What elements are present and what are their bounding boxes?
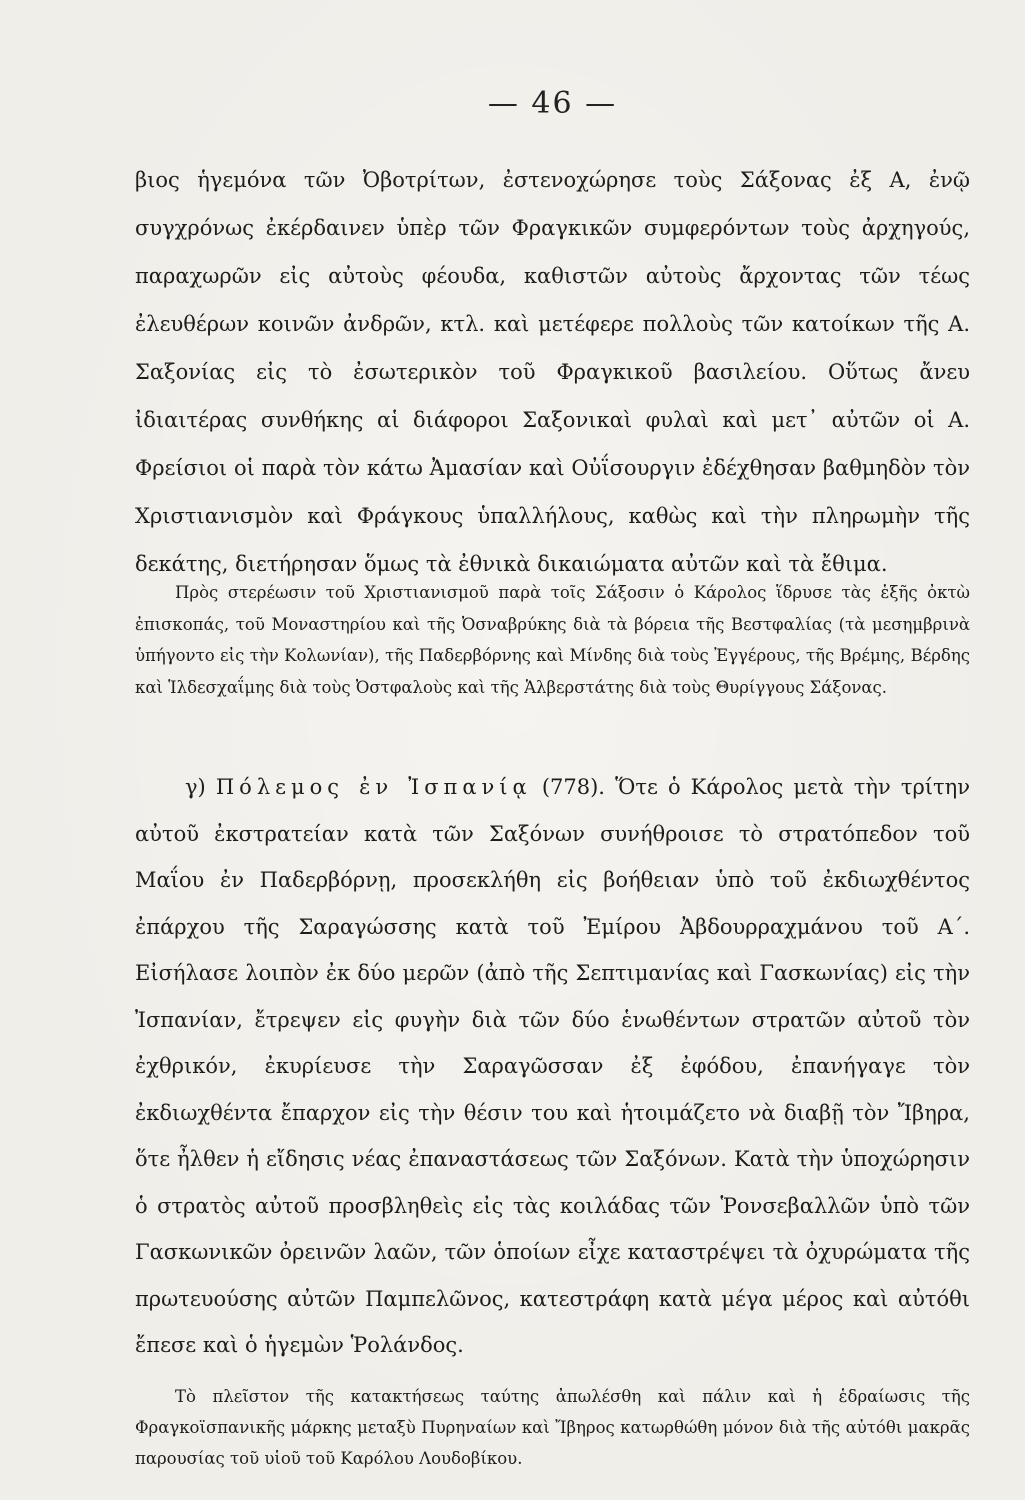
page-number: — 46 — bbox=[487, 86, 618, 121]
section-text: Ὅτε ὁ Κάρολος μετὰ τὴν τρίτην αὐτοῦ ἐκστρατείαν κατὰ τῶν Σαξόνων συνήθροισε τὸ στρατόπεδον τοῦ Μαΐου ἐν Παδερβόρνῃ, προσεκλήθη εἰς βοήθειαν ὑπὸ τοῦ ἐκδιωχθέντος ἐπάρχου τῆς Σαραγώσσης κατὰ τοῦ Ἐμίρου Ἀβδουρραχμάνου τοῦ Α΄. Εἰσήλασε λοιπὸν ἐκ δύο μερῶν (ἀπὸ τῆς Σεπτιμανίας καὶ Γασκωνίας) εἰς τὴν Ἰσπανίαν, ἔτρεψεν εἰς φυγὴν διὰ τῶν δύο ἑνωθέντων στρατῶν αὐτοῦ τὸν ἐχθρικόν, ἐκυρίευσε τὴν Σαραγῶσσαν ἐξ ἐφόδου, ἐπανήγαγε τὸν ἐκδιωχθέντα ἔπαρχον εἰς τὴν θέσιν του καὶ ἡτοιμάζετο νὰ διαβῇ τὸν Ἴβηρα, ὅτε ἦλθεν ἡ εἴδησις νέας ἐπαναστάσεως τῶν Σαξόνων. Κατὰ τὴν ὑποχώρησιν ὁ στρατὸς αὐτοῦ προσβληθεὶς εἰς τὰς κοιλάδας τῶν Ῥονσεβαλλῶν ὑπὸ τῶν Γασκωνικῶν ὀρεινῶν λαῶν, τῶν ὁποίων εἶχε καταστρέψει τὰ ὀχυρώματα τῆς πρωτευούσης αὐτῶν Παμπελῶνος, κατεστράφη κατὰ μέγα μέρος καὶ αὐτόθι ἔπεσε καὶ ὁ ἡγεμὼν Ῥολάνδος. bbox=[135, 775, 970, 1357]
main-paragraph: βιος ἡγεμόνα τῶν Ὀβοτρίτων, ἐστενοχώρησε τοὺς Σάξονας ἐξ Α, ἐνῷ συγχρόνως ἐκέρδαινεν ὑπὲρ τῶν Φραγκικῶν συμφερόντων τοὺς ἀρχηγούς, παραχωρῶν εἰς αὐτοὺς φέουδα, καθιστῶν αὐτοὺς ἄρχοντας τῶν τέως ἐλευθέρων κοινῶν ἀνδρῶν, κτλ. καὶ μετέφερε πολλοὺς τῶν κατοίκων τῆς Α. Σαξονίας εἰς τὸ ἐσωτερικὸν τοῦ Φραγκικοῦ βασιλείου. Οὕτως ἄνευ ἰδιαιτέρας συνθήκης αἱ διάφοροι Σαξονικαὶ φυλαὶ καὶ μετ᾽ αὐτῶν οἱ Α. Φρείσιοι οἱ παρὰ τὸν κάτω Ἀμασίαν καὶ Οὐΐσουργιν ἐδέχθησαν βαθμηδὸν τὸν Χριστιανισμὸν καὶ Φράγκους ὑπαλλήλους, καθὼς καὶ τὴν πληρωμὴν τῆς δεκάτης, διετήρησαν ὅμως τὰ ἐθνικὰ δικαιώματα αὐτῶν καὶ τὰ ἔθιμα. bbox=[135, 168, 970, 576]
section-year: (778). bbox=[541, 775, 605, 799]
footnote-paragraph-2: Τὸ πλεῖστον τῆς κατακτήσεως ταύτης ἀπωλέσθη καὶ πάλιν καὶ ἡ ἑδραίωσις τῆς Φραγκοϊσπανικῆς μάρκης μεταξὺ Πυρηναίων καὶ Ἴβηρος κατωρθώθη μόνον διὰ τῆς αὐτόθι μακρᾶς παρουσίας τοῦ υἱοῦ τοῦ Καρόλου Λουδοβίκου. bbox=[135, 1387, 970, 1468]
section-block bbox=[135, 764, 970, 1369]
section-title: Πόλεμος ἐν Ἰσπανίᾳ bbox=[215, 775, 532, 799]
section-paragraph bbox=[135, 764, 970, 1369]
footnote-paragraph-1: Πρὸς στερέωσιν τοῦ Χριστιανισμοῦ παρὰ τοῖς Σάξοσιν ὁ Κάρολος ἵδρυσε τὰς ἑξῆς ὀκτὼ ἐπισκοπάς, τοῦ Μοναστηρίου καὶ τῆς Ὀσναβρύκης διὰ τὰ βόρεια τῆς Βεστφαλίας (τὰ μεσημβρινὰ ὑπήγοντο εἰς τὴν Κολωνίαν), τῆς Παδερβόρνης καὶ Μίνδης διὰ τοὺς Ἐγγέρους, τῆς Βρέμης, Βέρδης καὶ Ἱλδεσχαΐμης διὰ τοὺς Ὀστφαλοὺς καὶ τῆς Ἁλβερστάτης διὰ τοὺς Θυρίγγους Σάξονας. bbox=[135, 583, 970, 697]
section-label: γ) bbox=[185, 775, 206, 799]
main-text-block bbox=[135, 156, 970, 588]
footnote-block-2 bbox=[135, 1381, 970, 1474]
footnote-block-1 bbox=[135, 577, 970, 703]
